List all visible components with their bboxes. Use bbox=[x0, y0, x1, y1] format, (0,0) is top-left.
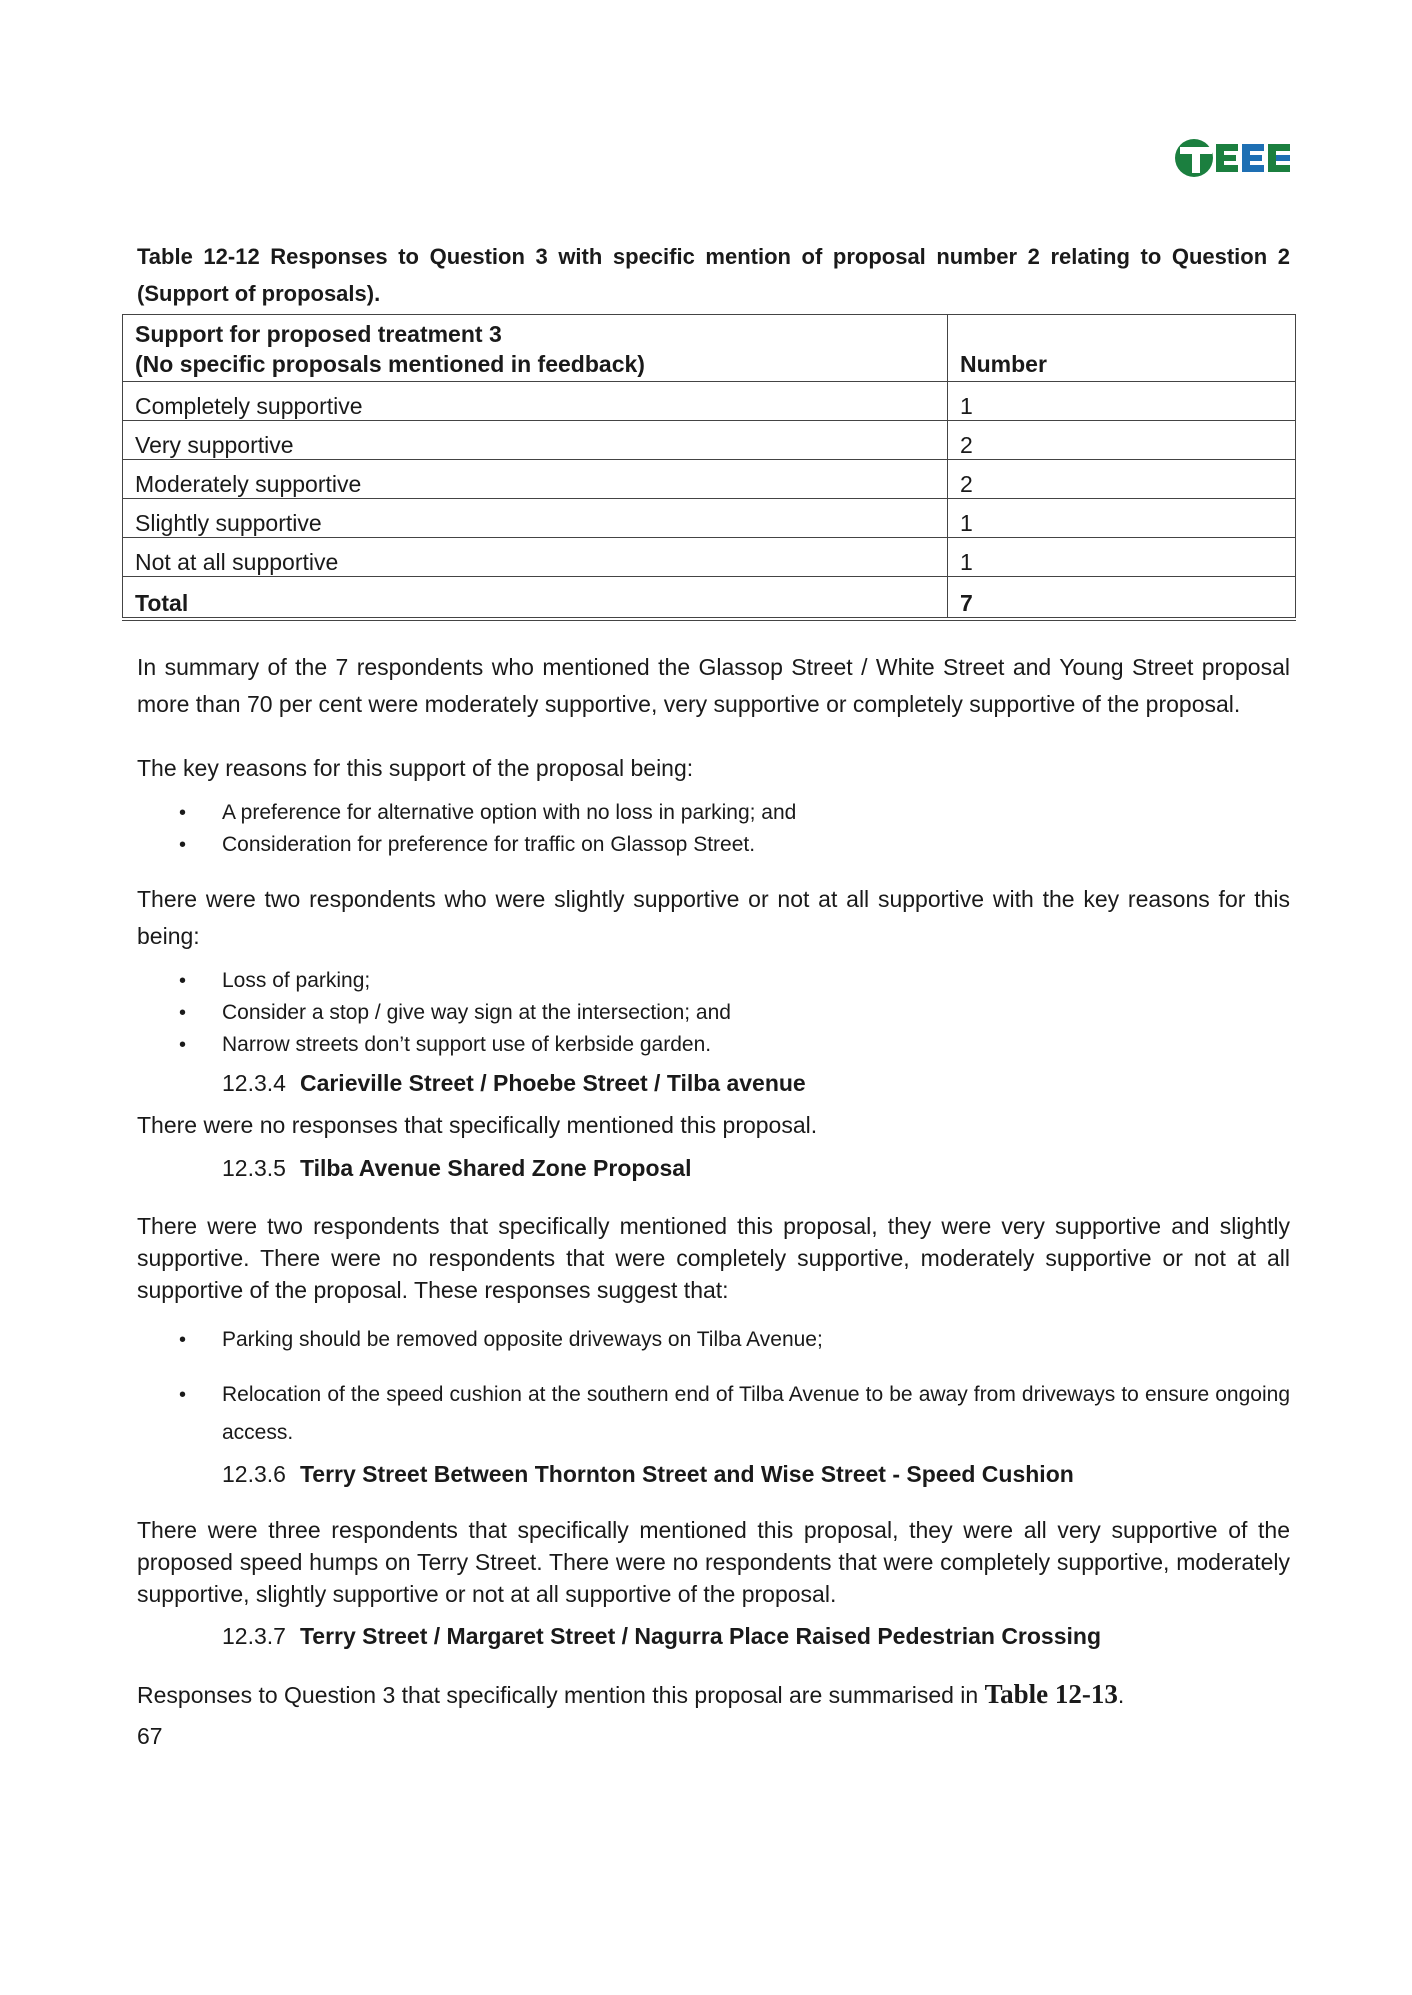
section-title: Carieville Street / Phoebe Street / Tilba avenue bbox=[299, 1070, 806, 1096]
table-row bbox=[123, 499, 1296, 538]
table-reference-link[interactable]: Table 12-13 bbox=[984, 1679, 1118, 1709]
table-total-row bbox=[123, 577, 1296, 620]
table-header-row bbox=[123, 315, 1296, 382]
list-item: • A preference for alternative option with no loss in parking; and bbox=[137, 797, 1290, 829]
row-value: 1 bbox=[948, 382, 1296, 421]
against-reasons-list bbox=[137, 965, 1290, 1061]
row-label: Slightly supportive bbox=[123, 499, 948, 538]
two-respondents-paragraph: There were two respondents who were slightly supportive or not at all supportive with the key reasons for this being: bbox=[137, 886, 1290, 949]
section-12-3-5-paragraph: There were two respondents that specifically mentioned this proposal, they were very supportive and slightly supportive. There were no respondents that were completely supportive, moderately supportive or not at all supportive of the proposal. These responses suggest that: bbox=[137, 1213, 1290, 1303]
table-caption: Table 12-12 Responses to Question 3 with specific mention of proposal number 2 relating to Question 2 (Support of proposals). bbox=[137, 244, 1290, 306]
row-label: Completely supportive bbox=[123, 382, 948, 421]
section-title: Terry Street Between Thornton Street and Wise Street - Speed Cushion bbox=[299, 1461, 1074, 1487]
table-header-category bbox=[123, 315, 948, 382]
header-line-1: Support for proposed treatment 3 bbox=[135, 321, 502, 347]
section-number: 12.3.6 bbox=[222, 1461, 286, 1487]
list-item: • Parking should be removed opposite driveways on Tilba Avenue; bbox=[137, 1324, 1290, 1356]
row-label: Very supportive bbox=[123, 421, 948, 460]
table-row bbox=[123, 460, 1296, 499]
list-item: • Relocation of the speed cushion at the southern end of Tilba Avenue to be away from driveways to ensure ongoing access. bbox=[137, 1376, 1290, 1452]
row-value: 1 bbox=[948, 499, 1296, 538]
section-title: Terry Street / Margaret Street / Nagurra Place Raised Pedestrian Crossing bbox=[299, 1623, 1101, 1649]
key-reasons-paragraph: The key reasons for this support of the proposal being: bbox=[137, 755, 694, 781]
row-value: 1 bbox=[948, 538, 1296, 577]
list-item: • Narrow streets don’t support use of kerbside garden. bbox=[137, 1029, 1290, 1061]
table-row bbox=[123, 382, 1296, 421]
section-number: 12.3.7 bbox=[222, 1623, 286, 1649]
section-number: 12.3.4 bbox=[222, 1070, 286, 1096]
header-line-2: (No specific proposals mentioned in feedback) bbox=[135, 351, 645, 377]
section-heading-12-3-5 bbox=[137, 1148, 1290, 1188]
section-12-3-5-list bbox=[137, 1324, 1290, 1452]
summary-paragraph: In summary of the 7 respondents who mentioned the Glassop Street / White Street and Young Street proposal more than 70 per cent were moderately supportive, very supportive or completely supportive of the proposal. bbox=[137, 654, 1290, 717]
table-header-number: Number bbox=[948, 315, 1296, 382]
section-12-3-4-paragraph: There were no responses that specifically mentioned this proposal. bbox=[137, 1112, 818, 1138]
row-label: Not at all supportive bbox=[123, 538, 948, 577]
table-row bbox=[123, 421, 1296, 460]
total-value: 7 bbox=[948, 577, 1296, 620]
row-label: Moderately supportive bbox=[123, 460, 948, 499]
section-12-3-6-paragraph: There were three respondents that specifically mentioned this proposal, they were all very supportive of the proposed speed humps on Terry Street. There were no respondents that were completely supportive, moderately supportive, slightly supportive or not at all supportive of the proposal. bbox=[137, 1517, 1290, 1607]
list-item: • Loss of parking; bbox=[137, 965, 1290, 997]
section-12-3-7-paragraph bbox=[137, 1676, 1290, 1714]
section-heading-12-3-4 bbox=[137, 1063, 1290, 1103]
tec-logo bbox=[1172, 136, 1292, 180]
list-item: • Consideration for preference for traffic on Glassop Street. bbox=[137, 829, 1290, 861]
section-heading-12-3-6 bbox=[137, 1454, 1290, 1494]
section-number: 12.3.5 bbox=[222, 1155, 286, 1181]
paragraph-suffix: . bbox=[1117, 1682, 1125, 1708]
row-value: 2 bbox=[948, 460, 1296, 499]
row-value: 2 bbox=[948, 421, 1296, 460]
section-heading-12-3-7 bbox=[137, 1616, 1290, 1656]
responses-table bbox=[122, 314, 1296, 621]
section-title: Tilba Avenue Shared Zone Proposal bbox=[299, 1155, 692, 1181]
page-number: 67 bbox=[137, 1723, 163, 1749]
paragraph-text: Responses to Question 3 that specifically mention this proposal are summarised in bbox=[137, 1682, 985, 1708]
table-row bbox=[123, 538, 1296, 577]
list-item: • Consider a stop / give way sign at the intersection; and bbox=[137, 997, 1290, 1029]
total-label: Total bbox=[123, 577, 948, 620]
page-content bbox=[137, 238, 1290, 1755]
support-reasons-list bbox=[137, 797, 1290, 861]
